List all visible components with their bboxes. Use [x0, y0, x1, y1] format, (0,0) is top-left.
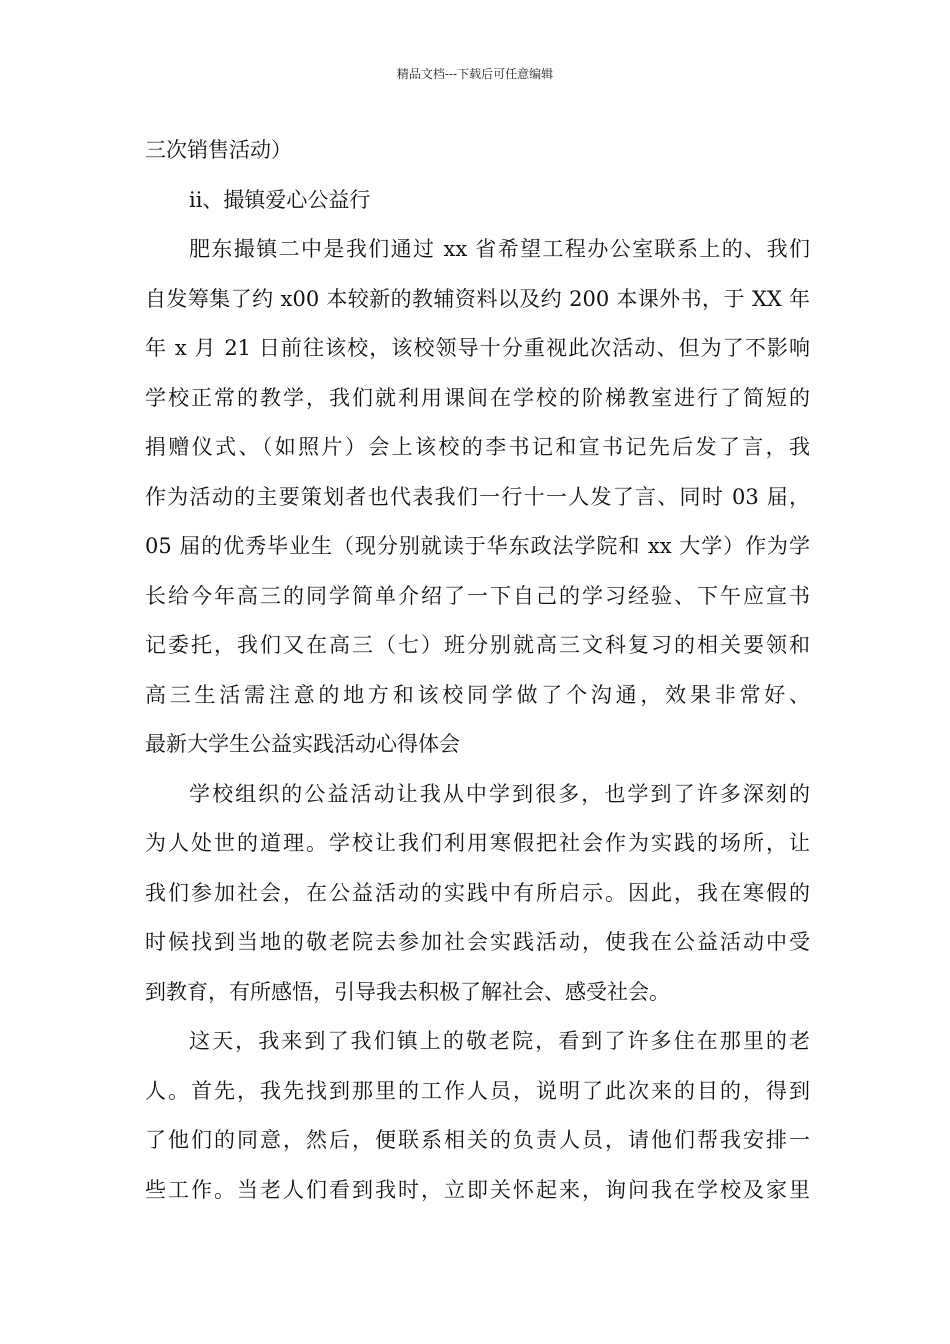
text-line: 了他们的同意，然后，便联系相关的负责人员，请他们帮我安排一	[145, 1128, 810, 1152]
page-header: 精品文档---下载后可任意编辑	[396, 67, 554, 81]
text-line: 学校组织的公益活动让我从中学到很多，也学到了许多深刻的	[189, 781, 810, 806]
text-line: 肥东撮镇二中是我们通过 xx 省希望工程办公室联系上的、我们	[189, 237, 810, 261]
text-line: 记委托，我们又在高三（七）班分别就高三文科复习的相关要领和	[145, 633, 810, 657]
text-line: 我们参加社会，在公益活动的实践中有所启示。因此，我在寒假的	[145, 880, 810, 905]
text-line: 为人处世的道理。学校让我们利用寒假把社会作为实践的场所，让	[145, 831, 810, 855]
text-line: 这天，我来到了我们镇上的敬老院，看到了许多住在那里的老	[189, 1029, 810, 1053]
text-line: 三次销售活动）	[145, 138, 292, 162]
text-line: 时候找到当地的敬老院去参加社会实践活动，使我在公益活动中受	[145, 930, 810, 954]
text-line: 人。首先，我先找到那里的工作人员，说明了此次来的目的，得到	[145, 1078, 810, 1103]
text-line: 些工作。当老人们看到我时，立即关怀起来，询问我在学校及家里	[145, 1177, 810, 1202]
text-line: 自发筹集了约 x00 本较新的教辅资料以及约 200 本课外书，于 XX 年	[145, 286, 810, 311]
text-line: 05 届的优秀毕业生（现分别就读于华东政法学院和 xx 大学）作为学	[145, 534, 810, 558]
text-line: 年 x 月 21 日前往该校，该校领导十分重视此次活动、但为了不影响	[145, 336, 810, 360]
text-line: 高三生活需注意的地方和该校同学做了个沟通，效果非常好、	[145, 682, 810, 707]
text-line: 到教育，有所感悟，引导我去积极了解社会、感受社会。	[145, 979, 670, 1004]
text-line: 作为活动的主要策划者也代表我们一行十一人发了言、同时 03 届，	[145, 484, 810, 509]
article-title: 最新大学生公益实践活动心得体会	[145, 732, 460, 756]
text-line: 学校正常的教学，我们就利用课间在学校的阶梯教室进行了简短的	[145, 385, 810, 410]
document-body	[145, 126, 810, 1215]
section-heading: ii、撮镇爱心公益行	[189, 187, 371, 212]
text-line: 长给今年高三的同学简单介绍了一下自己的学习经验、下午应宣书	[145, 583, 810, 608]
text-line: 捐赠仪式、（如照片）会上该校的李书记和宣书记先后发了言，我	[145, 435, 810, 459]
